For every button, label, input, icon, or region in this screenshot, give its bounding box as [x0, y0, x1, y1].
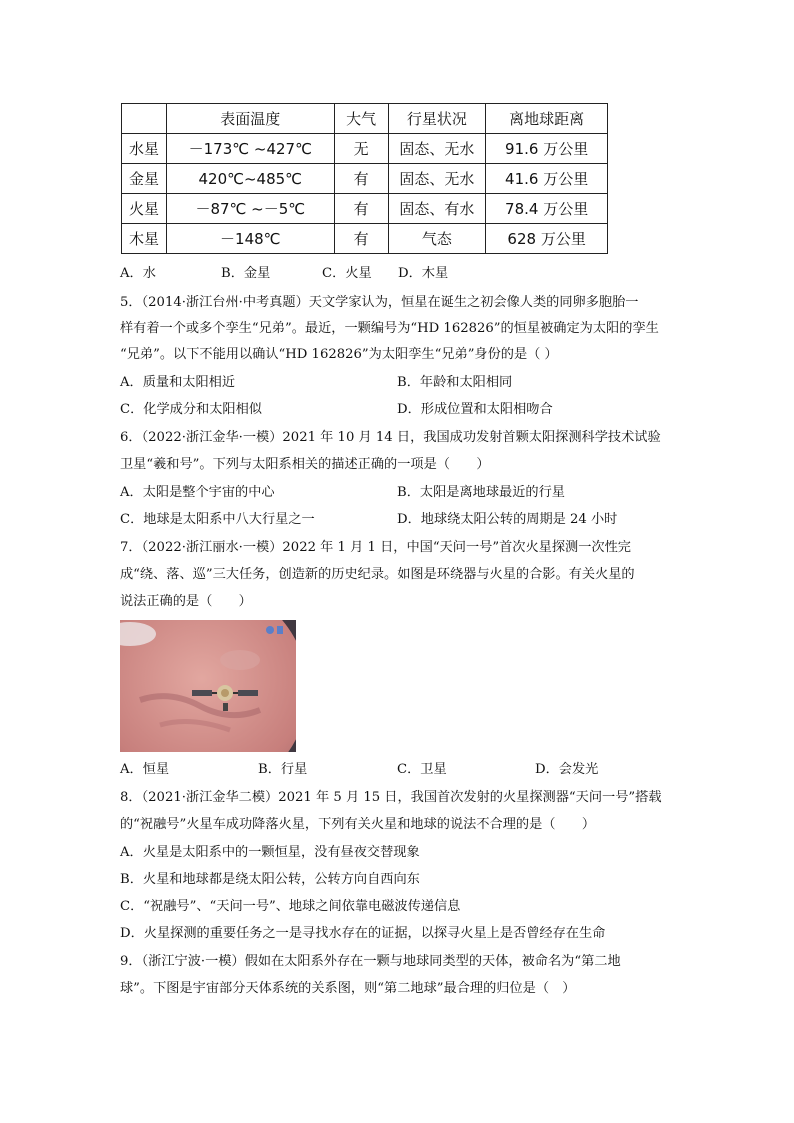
table-row: [122, 194, 608, 224]
q7-stem-line: 说法正确的是（ ）: [120, 594, 252, 609]
q7-option-b: B．行星: [258, 762, 308, 777]
table-cell: 金星: [122, 164, 167, 194]
table-cell: －87℃ ~－5℃: [166, 194, 334, 224]
q5-stem-line: 5．（2014·浙江台州·中考真题）天文学家认为，恒星在诞生之初会像人类的同卵多胞胎一: [120, 295, 639, 310]
planet-comparison-table: [121, 103, 608, 254]
q5-option-b: B．年龄和太阳相同: [397, 375, 513, 390]
q8-option-b: B．火星和地球都是绕太阳公转，公转方向自西向东: [120, 872, 420, 887]
table-cell: 有: [334, 164, 388, 194]
mars-orbiter-photo: [120, 620, 296, 752]
q7-stem-line: 成“绕、落、巡”三大任务，创造新的历史纪录。如图是环绕器与火星的合影。有关火星的: [120, 567, 635, 582]
q8-option-d: D．火星探测的重要任务之一是寻找水存在的证据，以探寻火星上是否曾经存在生命: [120, 926, 606, 941]
table-cell: 无: [334, 134, 388, 164]
q8-option-a: A．火星是太阳系中的一颗恒星，没有昼夜交替现象: [120, 845, 420, 860]
table-header-cell: 大气: [334, 104, 388, 134]
table-cell: 420℃~485℃: [166, 164, 334, 194]
q5-option-d: D．形成位置和太阳相吻合: [397, 402, 553, 417]
q6-option-c: C．地球是太阳系中八大行星之一: [120, 512, 315, 527]
table-cell: 木星: [122, 224, 167, 254]
table-header-row: [122, 104, 608, 134]
table-cell: 628 万公里: [486, 224, 608, 254]
q5-option-a: A．质量和太阳相近: [120, 375, 236, 390]
table-header-cell: 表面温度: [166, 104, 334, 134]
q6-option-a: A．太阳是整个宇宙的中心: [120, 485, 275, 500]
q4-option-c: C．火星: [322, 266, 372, 281]
table-cell: 41.6 万公里: [486, 164, 608, 194]
q5-stem-line: “兄弟”。以下不能用以确认“HD 162826”为太阳孪生“兄弟”身份的是（ ）: [120, 347, 558, 362]
q4-option-d: D．木星: [398, 266, 449, 281]
q6-stem-line: 卫星“羲和号”。下列与太阳系相关的描述正确的一项是（ ）: [120, 457, 490, 472]
q8-option-c: C．“祝融号”、“天问一号”、地球之间依靠电磁波传递信息: [120, 899, 461, 914]
table-cell: 固态、有水: [388, 194, 486, 224]
q4-option-a: A．水: [120, 266, 156, 281]
table-cell: 火星: [122, 194, 167, 224]
q6-option-d: D．地球绕太阳公转的周期是 24 小时: [397, 512, 618, 527]
table-row: [122, 134, 608, 164]
table-row: [122, 164, 608, 194]
table-cell: 91.6 万公里: [486, 134, 608, 164]
table-header-cell: 离地球距离: [486, 104, 608, 134]
mars-orbiter-image: [120, 620, 296, 752]
q5-stem-line: 样有着一个或多个孪生“兄弟”。最近，一颗编号为“HD 162826”的恒星被确定为太阳的孪生: [120, 321, 659, 336]
table-header-cell: [122, 104, 167, 134]
q7-stem-line: 7．（2022·浙江丽水·一模）2022 年 1 月 1 日，中国“天问一号”首次火星探测一次性完: [120, 540, 631, 555]
q7-option-d: D．会发光: [535, 762, 599, 777]
table-cell: －173℃ ~427℃: [166, 134, 334, 164]
q4-option-b: B．金星: [221, 266, 271, 281]
q7-option-a: A．恒星: [120, 762, 170, 777]
table-cell: 气态: [388, 224, 486, 254]
table-cell: 固态、无水: [388, 134, 486, 164]
q8-stem-line: 的“祝融号”火星车成功降落火星，下列有关火星和地球的说法不合理的是（ ）: [120, 817, 596, 832]
table-cell: 有: [334, 224, 388, 254]
table-cell: 固态、无水: [388, 164, 486, 194]
table-cell: －148℃: [166, 224, 334, 254]
q9-stem-line: 球”。下图是宇宙部分天体系统的关系图，则“第二地球”最合理的归位是（ ）: [120, 981, 576, 996]
q9-stem-line: 9．（浙江宁波·一模）假如在太阳系外存在一颗与地球同类型的天体，被命名为“第二地: [120, 954, 621, 969]
table-cell: 有: [334, 194, 388, 224]
q5-option-c: C．化学成分和太阳相似: [120, 402, 262, 417]
table-header-cell: 行星状况: [388, 104, 486, 134]
table-cell: 78.4 万公里: [486, 194, 608, 224]
table-row: [122, 224, 608, 254]
table-cell: 水星: [122, 134, 167, 164]
q8-stem-line: 8．（2021·浙江金华二模）2021 年 5 月 15 日，我国首次发射的火星探测器“天问一号”搭载: [120, 790, 662, 805]
q6-option-b: B．太阳是离地球最近的行星: [397, 485, 565, 500]
q7-option-c: C．卫星: [397, 762, 447, 777]
q6-stem-line: 6．（2022·浙江金华·一模）2021 年 10 月 14 日，我国成功发射首颗太阳探测科学技术试验: [120, 430, 661, 445]
